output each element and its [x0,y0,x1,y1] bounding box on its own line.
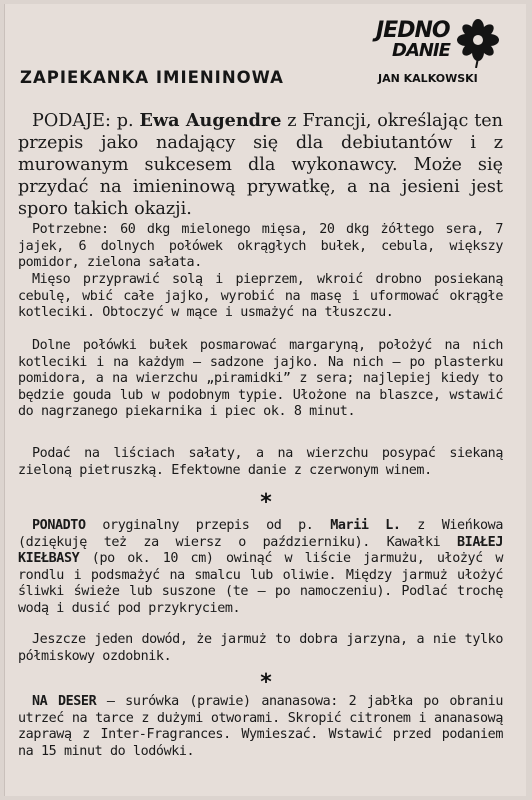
logo-author: JAN KALKOWSKI [378,72,478,85]
step3-paragraph: Podać na liściach sałaty, a na wierzchu posypać siekaną zieloną pietruszką. Efektowne danie z czerwonym winem. [18,446,503,478]
step2-paragraph: Dolne połówki bułek posmarować margaryną, położyć na nich kotleciki i na każdym — sadzone jajko. Na nich — po plasterku pomidora, a na wierzchu „piramidki” z sera; najlepiej kiedy to będzie gouda lub w podobnym typie. Ułożone na blaszce, wstawić do nagrzanego piekarnika i piec ok. 8 minut. [18,338,503,419]
separator-star-1: * [260,490,272,515]
extra-note-paragraph: Jeszcze jeden dowód, że jarmuż to dobra jarzyna, a nie tylko półmiskowy ozdobnik. [18,632,503,664]
intro-paragraph [18,110,503,220]
intro-text-a: p. [110,111,140,131]
extra-lead: PONADTO [32,518,86,533]
extra-text-b: z Wieńkowa (dziękuję też za wiersz o październiku). Kawałki [18,518,503,550]
dessert-text: — surówka (prawie) ananasowa: 2 jabłka po obraniu utrzeć na tarce z dużymi otworami. Skropić citronem i ananasową zaprawą z Inter-Fragrances. Wymieszać. Wstawić przed podaniem na 15 minut do lodówki. [18,694,504,759]
extra-text-a: oryginalny przepis od p. [85,518,331,533]
dessert-paragraph [18,694,503,760]
ingredients-paragraph: Potrzebne: 60 dkg mielonego mięsa, 20 dkg żółtego sera, 7 jajek, 6 dolnych połówek okrągłych bułek, cebula, większy pomidor, zielona sałata. [18,222,503,270]
intro-author-name: Ewa Augendre [139,110,282,131]
logo-title: JEDNO [376,18,450,43]
separator-star-2: * [260,670,272,695]
extra-text-c: (po ok. 10 cm) owinąć w liście jarmużu, ułożyć w rondlu i podsmażyć na smalcu lub oliwie. Między jarmuż ułożyć śliwki świeże lub suszone (te — po namoczeniu). Podlać trochę wodą i dusić pod przykryciem. [18,551,503,616]
step1-paragraph: Mięso przyprawić solą i pieprzem, wkroić drobno posiekaną cebulę, wbić całe jajko, wyrobić na masę i uformować okrągłe kotleciki. Obtoczyć w mące i usmażyć na tłuszczu. [18,272,503,320]
dessert-lead: NA DESER [32,694,97,709]
intro-lead: PODAJE: [32,111,111,131]
extra-paragraph [18,518,503,617]
extra-author-name: Marii L. [330,518,401,533]
logo-subtitle: DANIE [392,40,450,61]
flower-icon [456,18,500,68]
intro-text-b: z Francji, określając ten przepis jako nadający się dla debiutantów i z murowanym sukcesem dla wykonawcy. Może się przydać na imieninową prywatkę, a na jesieni jest sporo takich okazji. [18,111,504,219]
article-title: ZAPIEKANKA IMIENINOWA [20,68,284,87]
column-logo [372,14,522,86]
extra-highlight: BIAŁEJ KIEŁBASY [18,534,503,566]
